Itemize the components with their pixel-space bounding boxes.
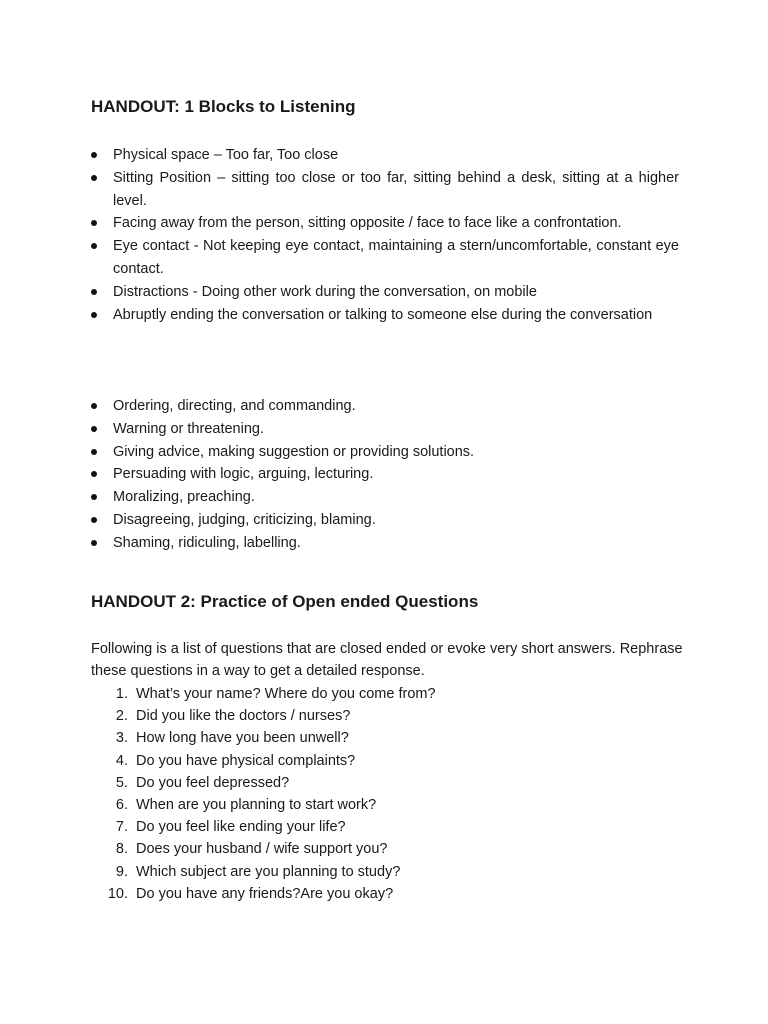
handout-2-intro: Following is a list of questions that are closed ended or evoke very short answers. Rephrase these questions in a way to get a detailed response. [91, 641, 683, 680]
question-number: 7. [115, 819, 128, 836]
list-item [91, 486, 679, 509]
question-text: When are you planning to start work? [136, 797, 377, 814]
question-item [91, 794, 436, 816]
list-item-text: Eye contact - Not keeping eye contact, maintaining a stern/uncomfortable, constant eye contact. [113, 238, 679, 277]
bullet-icon [91, 152, 97, 158]
question-item [91, 772, 436, 794]
question-number: 3. [115, 730, 128, 747]
list-item-text: Ordering, directing, and commanding. [113, 398, 356, 414]
handout-1-title: HANDOUT: 1 Blocks to Listening [91, 97, 356, 116]
question-text: Does your husband / wife support you? [136, 841, 388, 858]
question-number: 4. [115, 752, 128, 769]
list-item-text: Physical space – Too far, Too close [113, 147, 339, 163]
bullet-icon [91, 471, 97, 477]
question-item [91, 750, 436, 772]
question-text: Do you have any friends?Are you okay? [136, 885, 394, 902]
question-text: What’s your name? Where do you come from? [136, 686, 436, 702]
question-item [91, 861, 436, 883]
bullet-icon [91, 403, 97, 409]
list-item [91, 509, 679, 532]
question-item [91, 683, 436, 705]
list-item [91, 212, 679, 235]
question-number: 9. [115, 863, 128, 880]
question-number: 2. [115, 708, 128, 725]
bullet-icon [91, 540, 97, 546]
list-item [91, 532, 679, 555]
list-item [91, 281, 679, 304]
question-text: Do you have physical complaints? [136, 752, 356, 769]
list-item [91, 441, 679, 464]
list-item [91, 304, 679, 327]
list-item [91, 418, 679, 441]
handout-2-title: HANDOUT 2: Practice of Open ended Questions [91, 592, 479, 611]
bullet-icon [91, 449, 97, 455]
question-number: 6. [115, 797, 128, 814]
question-item [91, 727, 436, 749]
question-text: Did you like the doctors / nurses? [136, 708, 351, 725]
question-number: 10. [107, 885, 128, 902]
question-text: Do you feel like ending your life? [136, 819, 346, 836]
list-item-text: Abruptly ending the conversation or talking to someone else during the conversation [113, 306, 653, 323]
bullet-icon [91, 243, 97, 249]
bullet-icon [91, 312, 97, 318]
list-item-text: Disagreeing, judging, criticizing, blaming. [113, 511, 376, 528]
list-item-text: Persuading with logic, arguing, lecturing. [113, 466, 374, 483]
bullet-icon [91, 175, 97, 181]
bullet-icon [91, 494, 97, 500]
question-text: How long have you been unwell? [136, 730, 349, 747]
list-item-text: Distractions - Doing other work during the conversation, on mobile [113, 283, 537, 300]
question-item [91, 816, 436, 838]
list-item-text: Warning or threatening. [113, 420, 264, 437]
question-item [91, 883, 436, 905]
list-item-text: Giving advice, making suggestion or providing solutions. [113, 443, 475, 460]
question-item [91, 705, 436, 727]
list-item-text: Moralizing, preaching. [113, 489, 255, 506]
list-item [91, 144, 679, 167]
questions-list [91, 683, 436, 905]
bullet-icon [91, 220, 97, 226]
list-item-text: Sitting Position – sitting too close or too far, sitting behind a desk, sitting at a higher level. [113, 169, 679, 209]
roadblocks-list [91, 395, 679, 555]
question-number: 1. [115, 686, 128, 702]
list-item [91, 463, 679, 486]
question-text: Which subject are you planning to study? [136, 863, 401, 880]
bullet-icon [91, 289, 97, 295]
bullet-icon [91, 426, 97, 432]
question-text: Do you feel depressed? [136, 774, 290, 791]
bullet-icon [91, 517, 97, 523]
question-number: 8. [115, 841, 128, 858]
list-item [91, 167, 679, 213]
list-item [91, 395, 679, 418]
question-item [91, 838, 436, 860]
list-item-text: Facing away from the person, sitting opposite / face to face like a confrontation. [113, 215, 622, 232]
list-item-text: Shaming, ridiculing, labelling. [113, 534, 301, 551]
listening-blocks-list [91, 144, 679, 326]
list-item [91, 235, 679, 281]
question-number: 5. [115, 774, 128, 791]
